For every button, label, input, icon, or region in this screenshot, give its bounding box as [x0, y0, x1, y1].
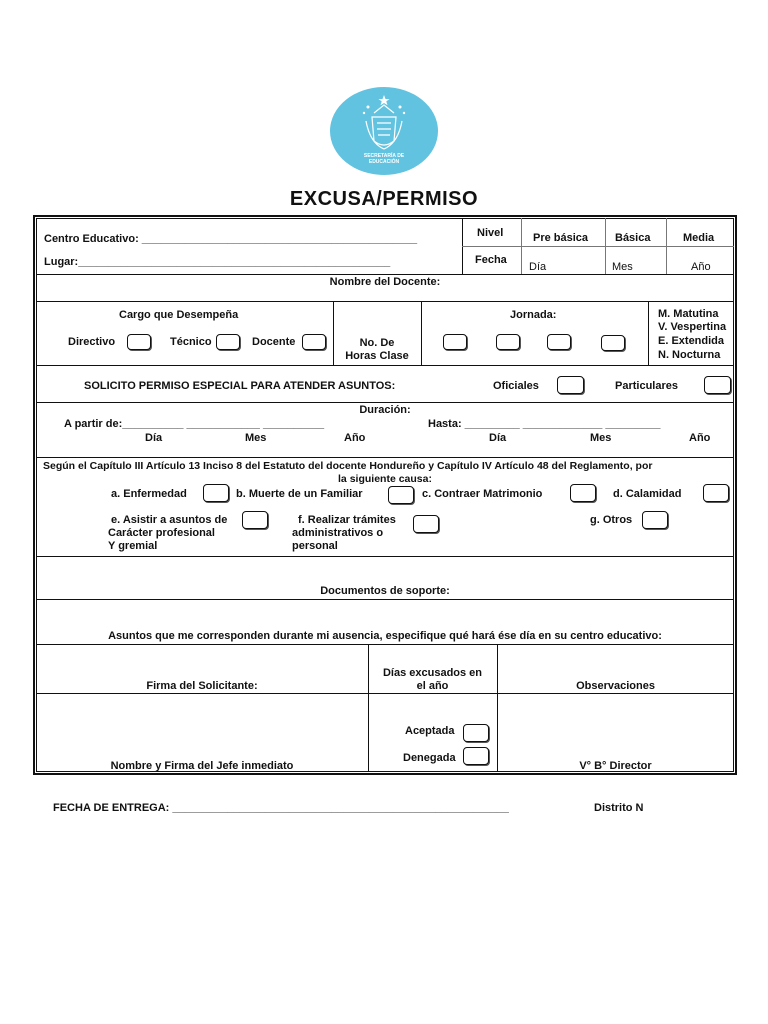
tramites-line1: f. Realizar trámites [298, 514, 396, 526]
matrimonio-label: c. Contraer Matrimonio [422, 488, 543, 500]
jornada-checkbox-1[interactable] [443, 334, 467, 350]
enfermedad-checkbox[interactable] [203, 484, 229, 502]
oficiales-checkbox[interactable] [557, 376, 584, 394]
dias-excusados-label [368, 667, 497, 693]
tramites-line3: personal [292, 540, 338, 552]
nombre-docente-label: Nombre del Docente: [329, 276, 441, 288]
asuntos-gremial-line2: Carácter profesional [108, 527, 215, 539]
secretaria-logo [330, 87, 438, 175]
jornada-checkbox-4[interactable] [601, 335, 625, 351]
denegada-checkbox[interactable] [463, 747, 489, 765]
asuntos-gremial-label [108, 514, 227, 553]
fecha-entrega-field[interactable]: FECHA DE ENTREGA: _______________________________________________________ [53, 802, 509, 814]
asuntos-gremial-line1: e. Asistir a asuntos de [111, 514, 228, 526]
horas-clase-label [333, 337, 421, 363]
horas-label-line2: Horas Clase [345, 350, 409, 362]
causa-line1: Según el Capítulo III Artículo 13 Inciso 8 del Estatuto del docente Hondureño y Capítulo IV Artículo 48 del Reglamento, por [43, 460, 653, 472]
directivo-checkbox[interactable] [127, 334, 151, 350]
matrimonio-checkbox[interactable] [570, 484, 596, 502]
aceptada-checkbox[interactable] [463, 724, 489, 742]
fecha-label: Fecha [475, 254, 507, 266]
observaciones-label: Observaciones [576, 680, 655, 692]
lugar-field[interactable]: Lugar:___________________________________________________ [44, 256, 391, 268]
documentos-soporte-label: Documentos de soporte: [320, 585, 450, 597]
nocturna-label: N. Nocturna [658, 349, 721, 361]
oficiales-label: Oficiales [493, 380, 539, 392]
extendida-label: E. Extendida [658, 335, 725, 347]
aceptada-label: Aceptada [405, 725, 455, 737]
matutina-label: M. Matutina [658, 308, 719, 320]
desde-dia-label: Día [145, 432, 163, 444]
fecha-anio-label: Año [691, 261, 711, 273]
denegada-label: Denegada [403, 752, 456, 764]
tecnico-checkbox[interactable] [216, 334, 240, 350]
asuntos-ausencia-label: Asuntos que me corresponden durante mi ausencia, especifique qué hará ése día en su centro educativo: [108, 630, 662, 642]
tecnico-label: Técnico [170, 336, 212, 348]
dias-excusados-line2: el año [416, 680, 449, 692]
vespertina-label: V. Vespertina [658, 321, 727, 333]
pre-basica-option[interactable]: Pre básica [533, 232, 589, 244]
cargo-title: Cargo que Desempeña [119, 309, 239, 321]
otros-label: g. Otros [590, 514, 633, 526]
otros-checkbox[interactable] [642, 511, 668, 529]
desde-mes-label: Mes [245, 432, 267, 444]
page-title: EXCUSA/PERMISO [289, 188, 479, 210]
jornada-checkbox-3[interactable] [547, 334, 571, 350]
distrito-label: Distrito N [594, 802, 644, 814]
jornada-checkbox-2[interactable] [496, 334, 520, 350]
docente-checkbox[interactable] [302, 334, 326, 350]
asuntos-gremial-checkbox[interactable] [242, 511, 268, 529]
asuntos-gremial-line3: Y gremial [108, 540, 158, 552]
tramites-line2: administrativos o [292, 527, 384, 539]
muerte-familiar-checkbox[interactable] [388, 486, 414, 504]
basica-option[interactable]: Básica [615, 232, 651, 244]
fecha-mes-label: Mes [612, 261, 633, 273]
desde-anio-label: Año [344, 432, 366, 444]
jornada-label: Jornada: [510, 309, 557, 321]
fecha-dia-label: Día [529, 261, 547, 273]
calamidad-checkbox[interactable] [703, 484, 729, 502]
particulares-label: Particulares [615, 380, 678, 392]
solicito-label: SOLICITO PERMISO ESPECIAL PARA ATENDER ASUNTOS: [84, 380, 396, 392]
directivo-label: Directivo [68, 336, 116, 348]
director-label: V° B° Director [579, 760, 652, 772]
particulares-checkbox[interactable] [704, 376, 731, 394]
a-partir-field[interactable]: A partir de:__________ ____________ __________ [64, 418, 325, 430]
tramites-checkbox[interactable] [413, 515, 439, 533]
calamidad-label: d. Calamidad [613, 488, 682, 500]
hasta-mes-label: Mes [590, 432, 612, 444]
docente-label: Docente [252, 336, 296, 348]
tramites-label [292, 514, 396, 553]
logo-caption: SECRETARÍA DE EDUCACIÓN [363, 153, 405, 165]
horas-label-line1: No. De [359, 337, 395, 349]
jefe-inmediato-label: Nombre y Firma del Jefe inmediato [110, 760, 294, 772]
muerte-familiar-label: b. Muerte de un Familiar [236, 488, 363, 500]
media-option[interactable]: Media [683, 232, 715, 244]
firma-solicitante-label: Firma del Solicitante: [146, 680, 258, 692]
centro-educativo-field[interactable]: Centro Educativo: _____________________________________________ [44, 233, 418, 245]
dias-excusados-line1: Días excusados en [382, 667, 483, 679]
causa-line2: la siguiente causa: [338, 473, 432, 485]
hasta-dia-label: Día [489, 432, 507, 444]
nivel-label: Nivel [477, 227, 504, 239]
hasta-field[interactable]: Hasta: _________ _____________ _________ [428, 418, 661, 430]
enfermedad-label: a. Enfermedad [111, 488, 187, 500]
hasta-anio-label: Año [689, 432, 711, 444]
duracion-title: Duración: [359, 404, 411, 416]
